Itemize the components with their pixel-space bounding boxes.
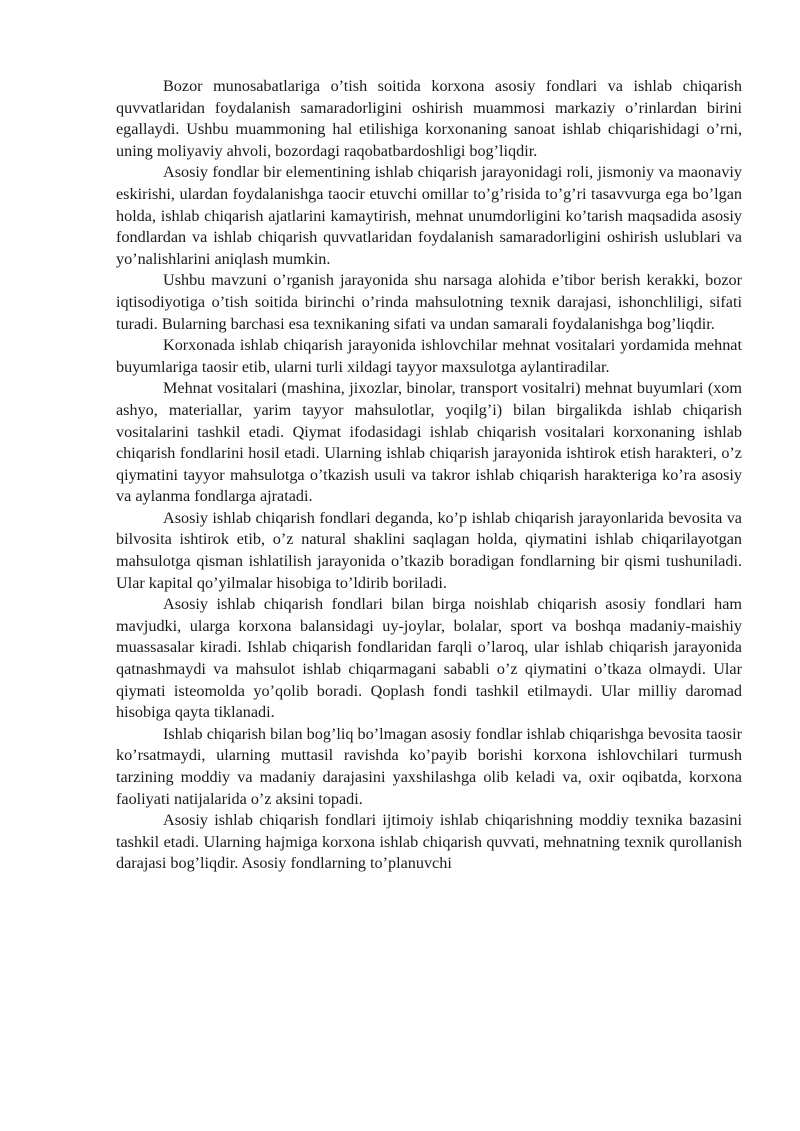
paragraph-3: Ushbu mavzuni o’rganish jarayonida shu narsaga alohida e’tibor berish kerakki, bozor iqtisodiyotiga o’tish soitida birinchi o’rinda mahsulotning texnik darajasi, ishonchliligi, sifati turadi. Bularning barchasi esa texnikaning sifati va undan samarali foydalanishga bog’liqdir. — [116, 271, 742, 333]
paragraph-2: Asosiy fondlar bir elementining ishlab chiqarish jarayonidagi roli, jismoniy va maonaviy eskirishi, ulardan foydalanishga taocir etuvchi omillar to’g’risida to’g’ri tasavvurga ega bo’lgan holda, ishlab chiqarish ajatlarini kamaytirish, mehnat unumdorligini ko’tarish maqsadida asosiy fondlardan va ishlab chiqarish quvvatlaridan foydalanish samaradorligini oshirish uslublari va yo’nalishlarini aniqlash mumkin. — [116, 163, 742, 268]
paragraph-5: Mehnat vositalari (mashina, jixozlar, binolar, transport vositalri) mehnat buyumlari (xom ashyo, materiallar, yarim tayyor mahsulotlar, yoqilg’i) bilan birgalikda ishlab chiqarish vositalarini tashkil etadi. Qiymat ifodasidagi ishlab chiqarish vositalari korxonaning ishlab chiqarish fondlarini hosil etadi. Ularning ishlab chiqarish jarayonida ishtirok etish harakteri, o’z qiymatini tayyor mahsulotga o’tkazish usuli va takror ishlab chiqarish harakteriga ko’ra asosiy va aylanma fondlarga ajratadi. — [116, 379, 742, 506]
paragraph-7: Asosiy ishlab chiqarish fondlari bilan birga noishlab chiqarish asosiy fondlari ham mavjudki, ularga korxona balansidagi uy-joylar, bolalar, sport va boshqa madaniy-maishiy muassasalar kiradi. Ishlab chiqarish fondlaridan farqli o’laroq, ular ishlab chiqarish jarayonida qatnashmaydi va mahsulot ishlab chiqarmagani sababli o’z qiymatini o’tkaza olmaydi. Ular qiymati isteomolda yo’qolib boradi. Qoplash fondi tashkil etilmaydi. Ular milliy daromad hisobiga qayta tiklanadi. — [116, 595, 742, 722]
paragraph-6: Asosiy ishlab chiqarish fondlari deganda, ko’p ishlab chiqarish jarayonlarida bevosita va bilvosita ishtirok etib, o’z natural shaklini saqlagan holda, qiymatini ishlab chiqarilayotgan mahsulotga qisman ishlatilish jarayonida o’tkazib boradigan fondlarning bir qismi tushuniladi. Ular kapital qo’yilmalar hisobiga to’ldirib boriladi. — [116, 508, 742, 592]
paragraph-4: Korxonada ishlab chiqarish jarayonida ishlovchilar mehnat vositalari yordamida mehnat buyumlariga taosir etib, ularni turli xildagi tayyor maxsulotga aylantiradilar. — [116, 336, 742, 376]
document-page — [116, 76, 742, 875]
paragraph-9: Asosiy ishlab chiqarish fondlari ijtimoiy ishlab chiqarishning moddiy texnika bazasini tashkil etadi. Ularning hajmiga korxona ishlab chiqarish quvvati, mehnatning texnik qurollanish darajasi bog’liqdir. Asosiy fondlarning to’planuvchi — [116, 811, 742, 873]
paragraph-8: Ishlab chiqarish bilan bog’liq bo’lmagan asosiy fondlar ishlab chiqarishga bevosita taosir ko’rsatmaydi, ularning muttasil ravishda ko’payib borishi korxona ishlovchilari turmush tarzining moddiy va madaniy darajasini yaxshilashga olib keladi va, oxir oqibatda, korxona faoliyati natijalarida o’z aksini topadi. — [116, 724, 742, 808]
paragraph-1: Bozor munosabatlariga o’tish soitida korxona asosiy fondlari va ishlab chiqarish quvvatlaridan foydalanish samaradorligini oshirish muammosi markaziy o’rinlardan birini egallaydi. Ushbu muammoning hal etilishiga korxonaning sanoat ishlab chiqarishidagi o’rni, uning moliyaviy ahvoli, bozordagi raqobatbardoshligi bog’liqdir. — [116, 77, 742, 160]
